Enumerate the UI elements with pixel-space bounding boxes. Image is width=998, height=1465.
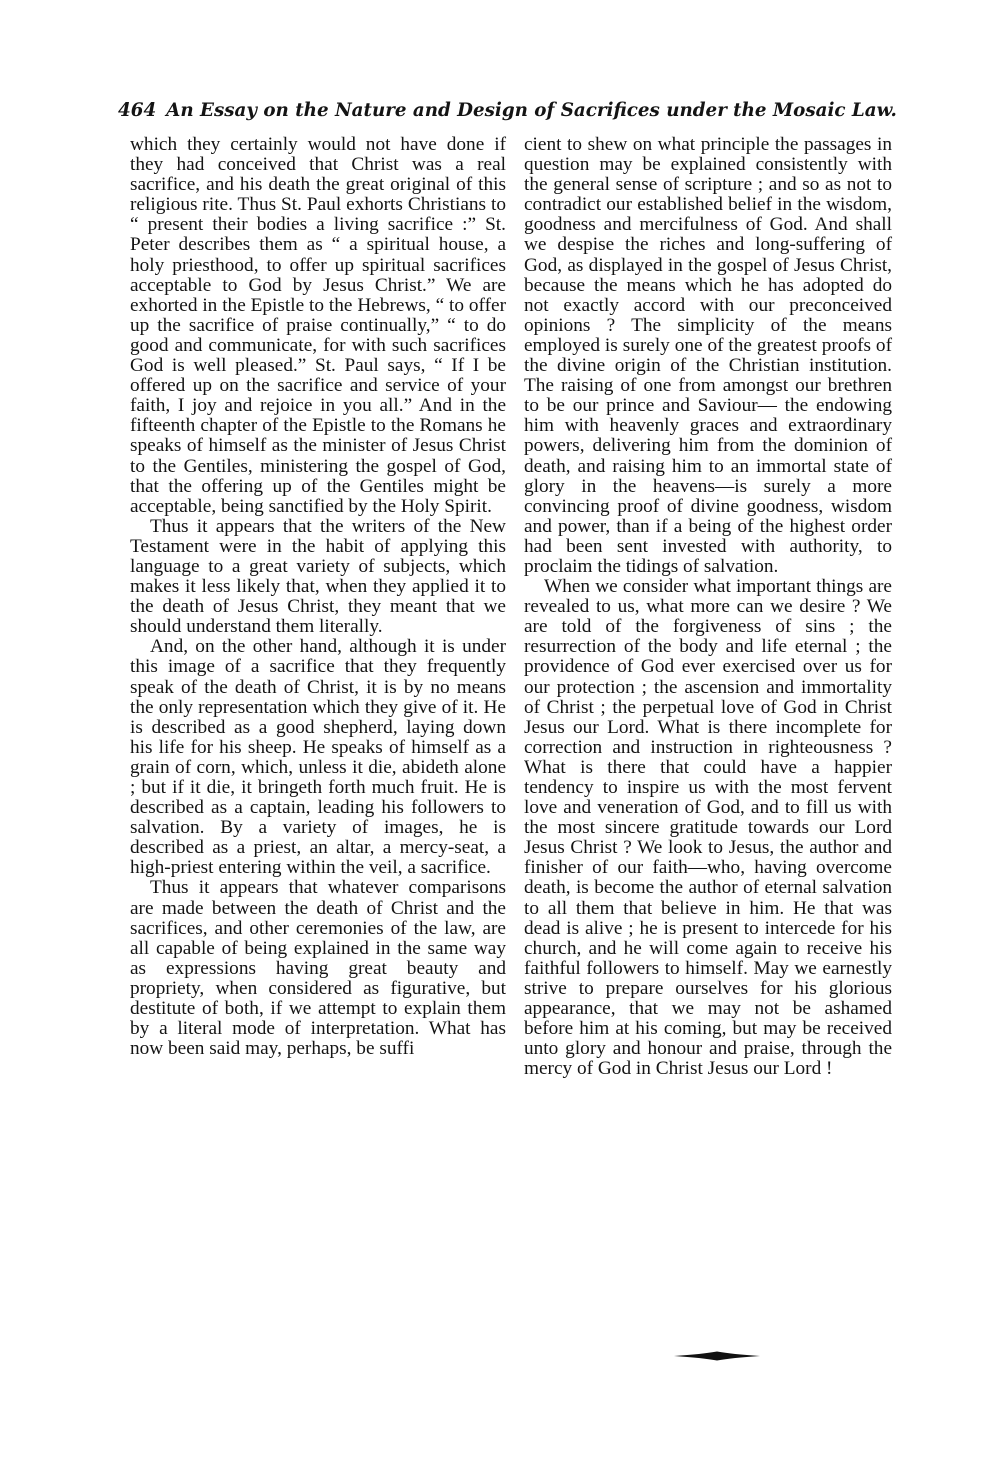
left-paragraph-3: And, on the other hand, although it is under this image of a sacrifice that they frequently speak of the death of Christ, it is by no means the only representation which they give of it. He is described as a good shepherd, laying down his life for his sheep. He speaks of himself as a grain of corn, which, unless it die, abideth alone ; but if it die, it bringeth forth much fruit. He is described as a captain, leading his followers to salvation. By a variety of images, he is described as a priest, an altar, a mercy-seat, a high-priest entering within the veil, a sacrifice. xyxy=(130,636,506,879)
page-number: 464 xyxy=(118,100,157,121)
left-paragraph-4: Thus it appears that whatever comparisons are made between the death of Christ and the sacrifices, and other ceremonies of the law, are all capable of being explained in the same way as expressions having great beauty and propriety, when considered as figurative, but destitute of both, if we attempt to explain them by a literal mode of interpretation. What has now been said may, perhaps, be suffi xyxy=(130,877,506,1060)
left-paragraph-1: which they certainly would not have done if they had conceived that Christ was a real sacrifice, and his death the great original of this religious rite. Thus St. Paul exhorts Christians to “ present their bodies a living sacrifice :” St. Peter describes them as “ a spiritual house, a holy priesthood, to offer up spiritual sacrifices acceptable to God by Jesus Christ.” We are exhorted in the Epistle to the Hebrews, “ to offer up the sacrifice of praise continually,” “ to do good and communicate, for with such sacrifices God is well pleased.” St. Paul says, “ If I be offered up on the sacrifice and service of your faith, I joy and rejoice in you all.” And in the fifteenth chapter of the Epistle to the Romans he speaks of himself as the minister of Jesus Christ to the Gentiles, ministering the gospel of God, that the offering up of the Gentiles might be acceptable, being sanctified by the Holy Spirit. xyxy=(130,134,506,517)
right-paragraph-1: cient to shew on what principle the passages in question may be explained consistently with the general sense of scripture ; and so as not to contradict our established belief in the wisdom, goodness and mercifulness of God. And shall we despise the riches and long-suffering of God, as displayed in the gospel of Jesus Christ, because the means which he has adopted do not exactly accord with our preconceived opinions ? The simplicity of the means employed is surely one of the greatest proofs of the divine origin of the Christian institution. The raising of one from amongst our brethren to be our prince and Saviour— the endowing him with heavenly graces and extraordinary powers, delivering him from the dominion of death, and raising him to an immortal state of glory in the heavens—is surely a more convincing proof of divine goodness, wisdom and power, than if a being of the highest order had been sent invested with authority, to proclaim the tidings of salvation. xyxy=(524,134,892,577)
right-column xyxy=(524,135,892,1079)
running-title: An Essay on the Nature and Design of Sacrifices under the Mosaic Law. xyxy=(166,100,897,121)
left-column xyxy=(130,135,506,1059)
right-paragraph-2: When we consider what important things are revealed to us, what more can we desire ? We are told of the forgiveness of sins ; the resurrection of the body and life eternal ; the providence of God ever exercised over us for our protection ; the ascension and immortality of Christ ; the perpetual love of God in Christ Jesus our Lord. What is there incomplete for correction and instruction in righteousness ? What is there that could have a happier tendency to inspire us with the most fervent love and veneration of God, and to fill us with the most sincere gratitude towards our Lord Jesus Christ ? We look to Jesus, the author and finisher of our faith—who, having overcome death, is become the author of eternal salvation to all them that believe in him. He that was dead is alive ; he is present to intercede for his church, and he will come again to receive his faithful followers to himself. May we earnestly strive to prepare ourselves for his glorious appearance, that we may not be ashamed before him at his coming, but may be received unto glory and honour and praise, through the mercy of God in Christ Jesus our Lord ! xyxy=(524,576,892,1080)
left-paragraph-2: Thus it appears that the writers of the New Testament were in the habit of applying this language to a great variety of subjects, which makes it less likely that, when they applied it to the death of Jesus Christ, they meant that we should understand them literally. xyxy=(130,515,506,638)
running-head xyxy=(118,96,898,126)
tailpiece-ornament xyxy=(672,1350,762,1362)
